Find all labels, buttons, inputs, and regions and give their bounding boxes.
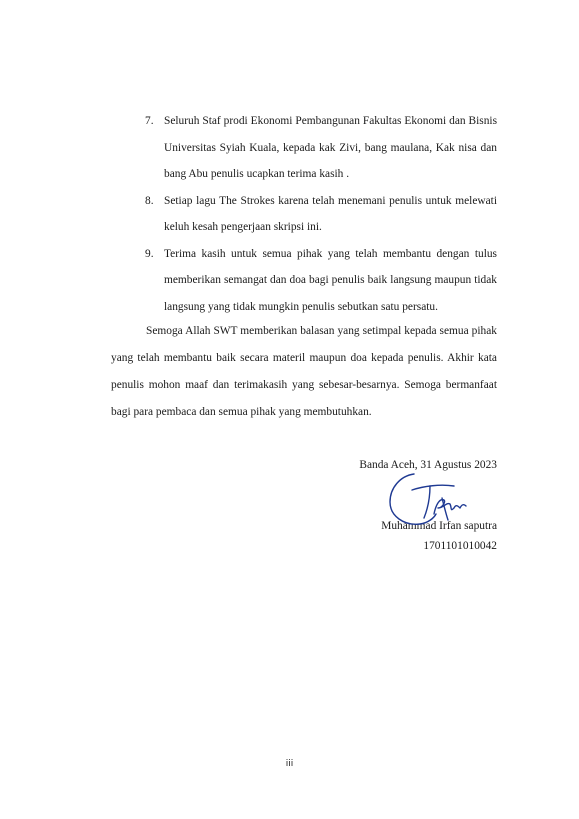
handwritten-signature <box>384 468 480 530</box>
list-item <box>145 188 497 241</box>
list-item-text: Seluruh Staf prodi Ekonomi Pembangunan Fakultas Ekonomi dan Bisnis Universitas Syiah Kuala, kepada kak Zivi, bang maulana, Kak nisa dan bang Abu penulis ucapkan terima kasih . <box>164 115 497 180</box>
list-item-text: Terima kasih untuk semua pihak yang telah membantu dengan tulus memberikan semangat dan doa bagi penulis baik langsung maupun tidak langsung yang tidak mungkin penulis sebutkan satu persatu. <box>164 247 497 313</box>
signer-name: Muhammad Irfan saputra <box>381 520 497 532</box>
page-number: iii <box>285 759 294 769</box>
list-item-number: 9. <box>145 247 154 260</box>
closing-paragraph: Semoga Allah SWT memberikan balasan yang setimpal kepada semua pihak yang telah membantu baik secara materil maupun doa kepada penulis. Akhir kata penulis mohon maaf dan terimakasih yang sebesar-besarnya. Semoga bermanfaat bagi para pembaca dan semua pihak yang membutuhkan. <box>111 325 497 418</box>
list-item <box>145 241 497 321</box>
list-item-text: Setiap lagu The Strokes karena telah menemani penulis untuk melewati keluh kesah pengerjaan skripsi ini. <box>164 194 497 233</box>
place-date: Banda Aceh, 31 Agustus 2023 <box>359 459 497 471</box>
list-item-number: 8. <box>145 194 154 207</box>
signer-nim: 1701101010042 <box>423 540 497 552</box>
acknowledgement-list <box>145 108 497 320</box>
list-item-number: 7. <box>145 115 154 127</box>
list-item <box>145 108 497 188</box>
